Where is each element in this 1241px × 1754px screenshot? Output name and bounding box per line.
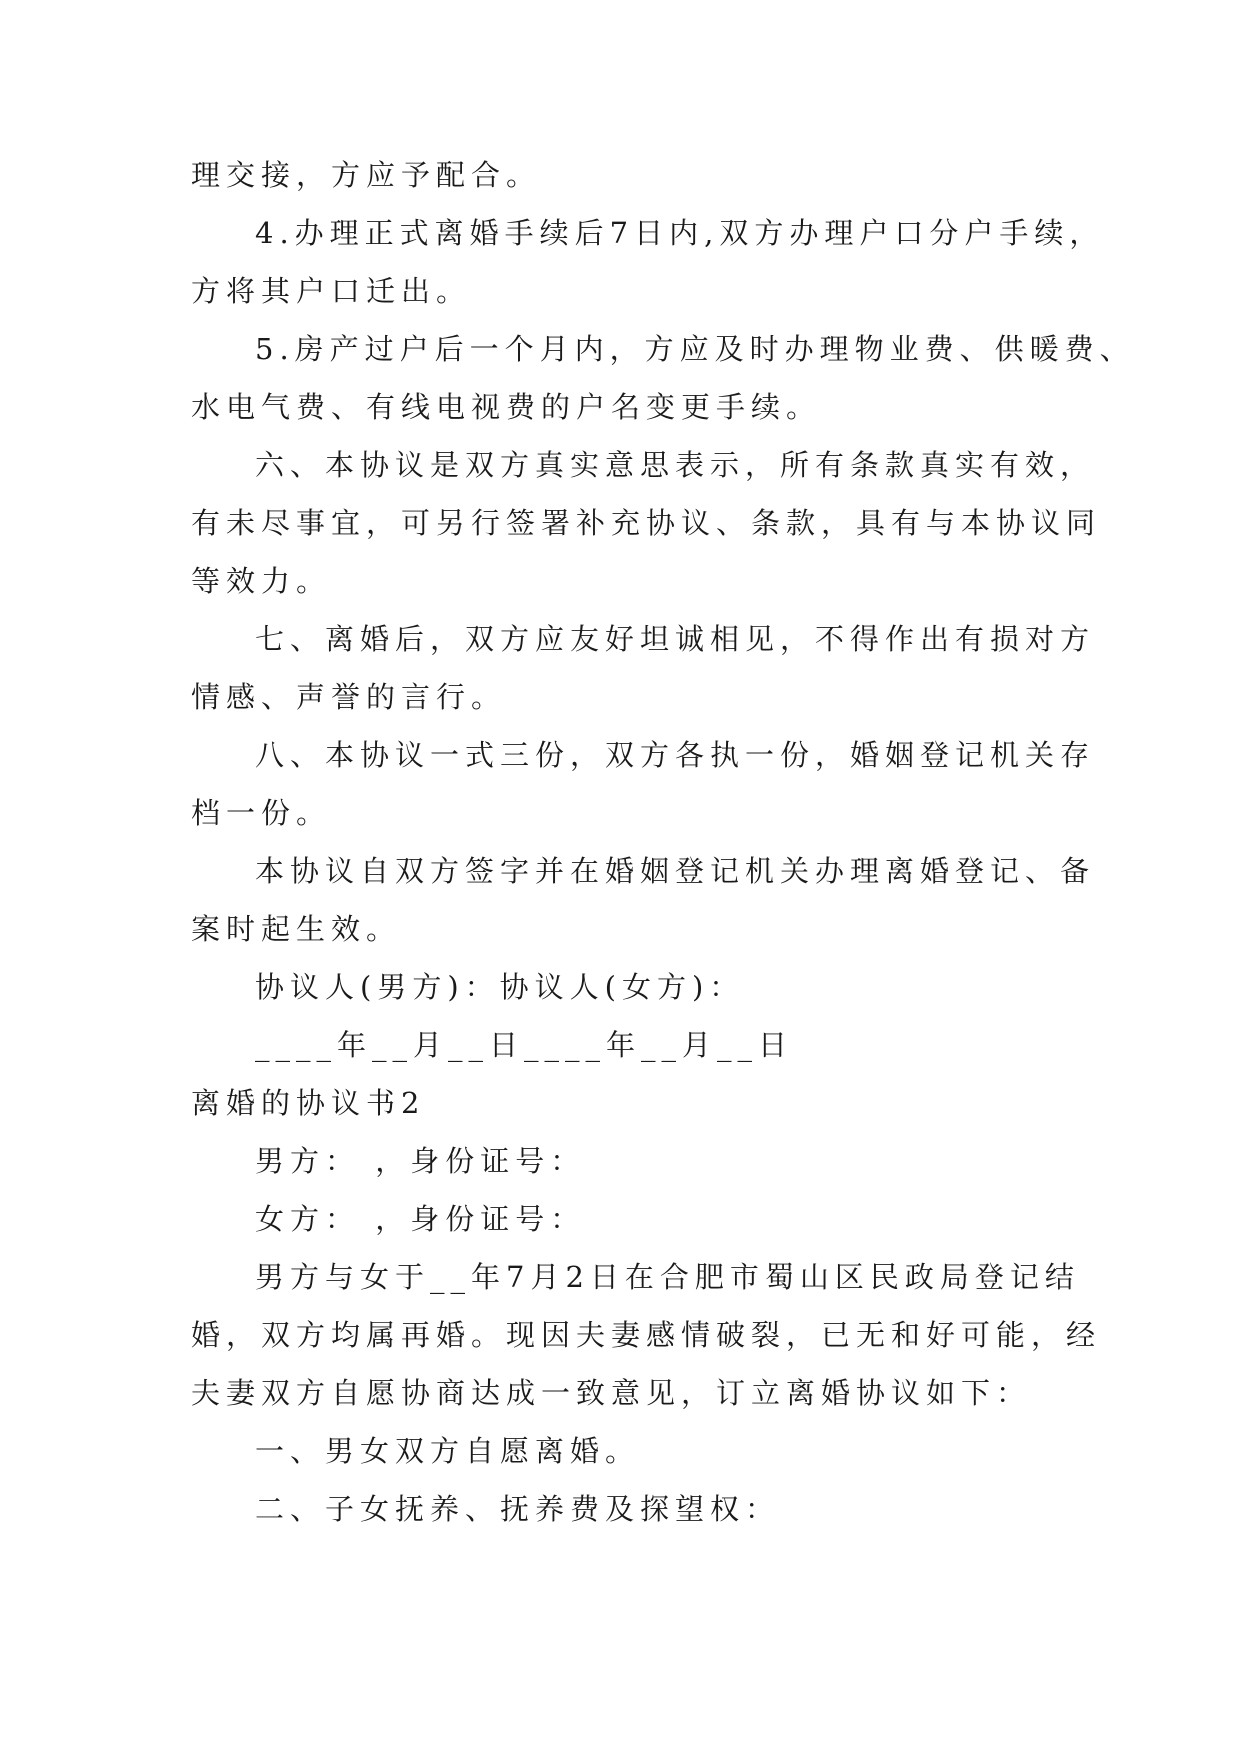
text-line: 本协议自双方签字并在婚姻登记机关办理离婚登记、备	[255, 854, 1096, 888]
text-line: 5.房产过户后一个月内，方应及时办理物业费、供暖费、	[255, 332, 1135, 366]
date-line: ____年__月__日____年__月__日	[255, 1028, 794, 1062]
text-line: 方将其户口迁出。	[191, 274, 472, 308]
section-heading: 离婚的协议书2	[191, 1086, 426, 1120]
text-line: 婚，双方均属再婚。现因夫妻感情破裂，已无和好可能，经	[191, 1318, 1102, 1352]
text-line: 水电气费、有线电视费的户名变更手续。	[191, 390, 822, 424]
text-line: 二、子女抚养、抚养费及探望权：	[255, 1492, 781, 1526]
text-line: 有未尽事宜，可另行签署补充协议、条款，具有与本协议同	[191, 506, 1102, 540]
text-line: 档一份。	[191, 796, 332, 830]
text-line: 八、本协议一式三份，双方各执一份，婚姻登记机关存	[255, 738, 1096, 772]
text-line: 女方： ，身份证号：	[255, 1202, 586, 1236]
text-line: 七、离婚后，双方应友好坦诚相见，不得作出有损对方	[255, 622, 1096, 656]
text-line: 一、男女双方自愿离婚。	[255, 1434, 641, 1468]
text-line: 六、本协议是双方真实意思表示，所有条款真实有效，	[255, 448, 1096, 482]
text-line: 男方： ，身份证号：	[255, 1144, 586, 1178]
text-line: 等效力。	[191, 564, 332, 598]
text-line: 理交接，方应予配合。	[191, 158, 542, 192]
text-line: 情感、声誉的言行。	[191, 680, 507, 714]
text-line: 案时起生效。	[191, 912, 402, 946]
text-line: 男方与女于__年7月2日在合肥市蜀山区民政局登记结	[255, 1260, 1080, 1294]
text-line: 4.办理正式离婚手续后7日内,双方办理户口分户手续，	[255, 216, 1105, 250]
text-line: 夫妻双方自愿协商达成一致意见，订立离婚协议如下：	[191, 1376, 1032, 1410]
signature-line: 协议人(男方)：协议人(女方)：	[255, 970, 745, 1004]
